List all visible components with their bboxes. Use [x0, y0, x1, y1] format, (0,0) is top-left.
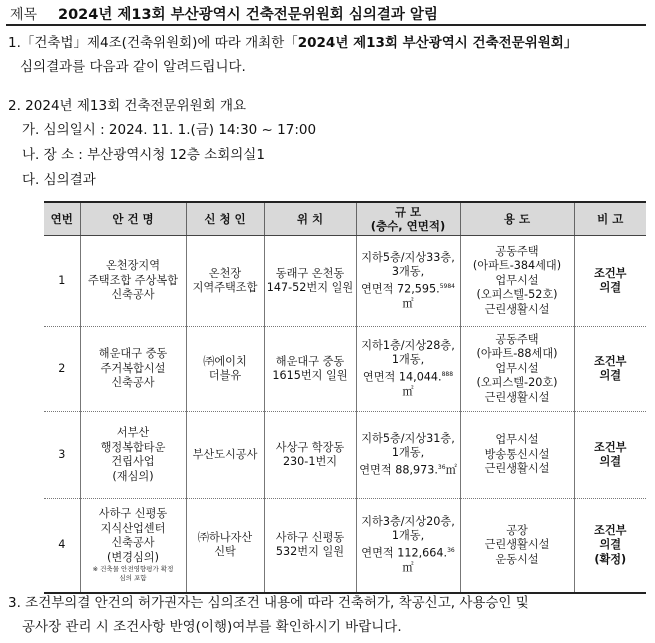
header-remark: 비 고 — [574, 202, 646, 236]
header-use: 용 도 — [460, 202, 574, 236]
document-title-row — [6, 2, 646, 26]
cell-use: 공장 근린생활시설 운동시설 — [460, 499, 574, 593]
cell-remark: 조건부 의결 — [574, 412, 646, 499]
cell-remark: 조건부 의결 — [574, 236, 646, 327]
title-label: 제목 — [10, 7, 38, 23]
cell-name: 온천장지역 주택조합 주상복합 신축공사 — [80, 236, 186, 327]
table-row — [44, 499, 646, 593]
cell-name: 서부산 행정복합타운 건립사업 (재심의) — [80, 412, 186, 499]
cell-use: 업무시설 방송통신시설 근린생활시설 — [460, 412, 574, 499]
overview-place: 나. 장 소 : 부산광역시청 12층 소회의실1 — [22, 147, 265, 163]
intro-bold: 2024년 제13회 부산광역시 건축전문위원회」 — [297, 35, 578, 51]
cell-scale: 지하5층/지상33층, 3개동, 연면적 72,595.$^{5984}$㎡ — [356, 236, 460, 327]
footer-line-1: 3. 조건부의결 안건의 허가권자는 심의조건 내용에 따라 건축허가, 착공신고, 사용승인 및 — [8, 595, 529, 611]
table-row — [44, 236, 646, 327]
cell-name-note: ※ 건축물 안전영향평가 확정 심의 포함 — [92, 565, 174, 583]
overview-heading: 2. 2024년 제13회 건축전문위원회 개요 — [8, 98, 247, 114]
overview-result: 다. 심의결과 — [22, 172, 96, 188]
cell-location: 사하구 신평동 532번지 일원 — [264, 499, 356, 593]
cell-applicant: 온천장 지역주택조합 — [186, 236, 264, 327]
cell-location: 사상구 학장동 230-1번지 — [264, 412, 356, 499]
overview-date: 가. 심의일시 : 2024. 11. 1.(금) 14:30 ~ 17:00 — [22, 122, 317, 138]
cell-no: 1 — [44, 236, 80, 327]
header-scale: 규 모 (층수, 연면적) — [356, 202, 460, 236]
cell-applicant: ㈜에이치 더블유 — [186, 327, 264, 412]
cell-location: 동래구 온천동 147-52번지 일원 — [264, 236, 356, 327]
cell-location: 해운대구 중동 1615번지 일원 — [264, 327, 356, 412]
cell-use: 공동주택 (아파트-384세대) 업무시설 (오피스텔-52호) 근린생활시설 — [460, 236, 574, 327]
cell-applicant: 부산도시공사 — [186, 412, 264, 499]
intro-line-1 — [8, 33, 577, 53]
intro-prefix: 1.「건축법」제4조(건축위원회)에 따라 개최한「 — [8, 35, 298, 51]
cell-scale: 지하5층/지상31층, 1개동, 연면적 88,973.36㎡ — [356, 412, 460, 499]
header-location: 위 치 — [264, 202, 356, 236]
header-name: 안 건 명 — [80, 202, 186, 236]
table-header-row — [44, 202, 646, 236]
document-title: 2024년 제13회 부산광역시 건축전문위원회 심의결과 알림 — [58, 7, 438, 23]
cell-use: 공동주택 (아파트-88세대) 업무시설 (오피스텔-20호) 근린생활시설 — [460, 327, 574, 412]
table-row — [44, 412, 646, 499]
header-no: 연번 — [44, 202, 80, 236]
cell-no: 2 — [44, 327, 80, 412]
cell-remark: 조건부 의결 — [574, 327, 646, 412]
intro-line-2: 심의결과를 다음과 같이 알려드립니다. — [20, 59, 246, 75]
footer-line-2: 공사장 관리 시 조건사항 반영(이행)여부를 확인하시기 바랍니다. — [22, 619, 402, 635]
cell-name: 사하구 신평동 지식산업센터 신축공사 (변경심의) ※ 건축물 안전영향평가 확정 심의 포함 — [80, 499, 186, 593]
table-row — [44, 327, 646, 412]
cell-applicant: ㈜하나자산 신탁 — [186, 499, 264, 593]
cell-name: 해운대구 중동 주거복합시설 신축공사 — [80, 327, 186, 412]
header-applicant: 신 청 인 — [186, 202, 264, 236]
cell-remark: 조건부 의결 (확정) — [574, 499, 646, 593]
results-table — [44, 201, 646, 594]
cell-no: 4 — [44, 499, 80, 593]
cell-no: 3 — [44, 412, 80, 499]
cell-scale: 지하1층/지상28층, 1개동, 연면적 14,044.$^{888}$㎡ — [356, 327, 460, 412]
cell-scale: 지하3층/지상20층, 1개동, 연면적 112,664.36㎡ — [356, 499, 460, 593]
